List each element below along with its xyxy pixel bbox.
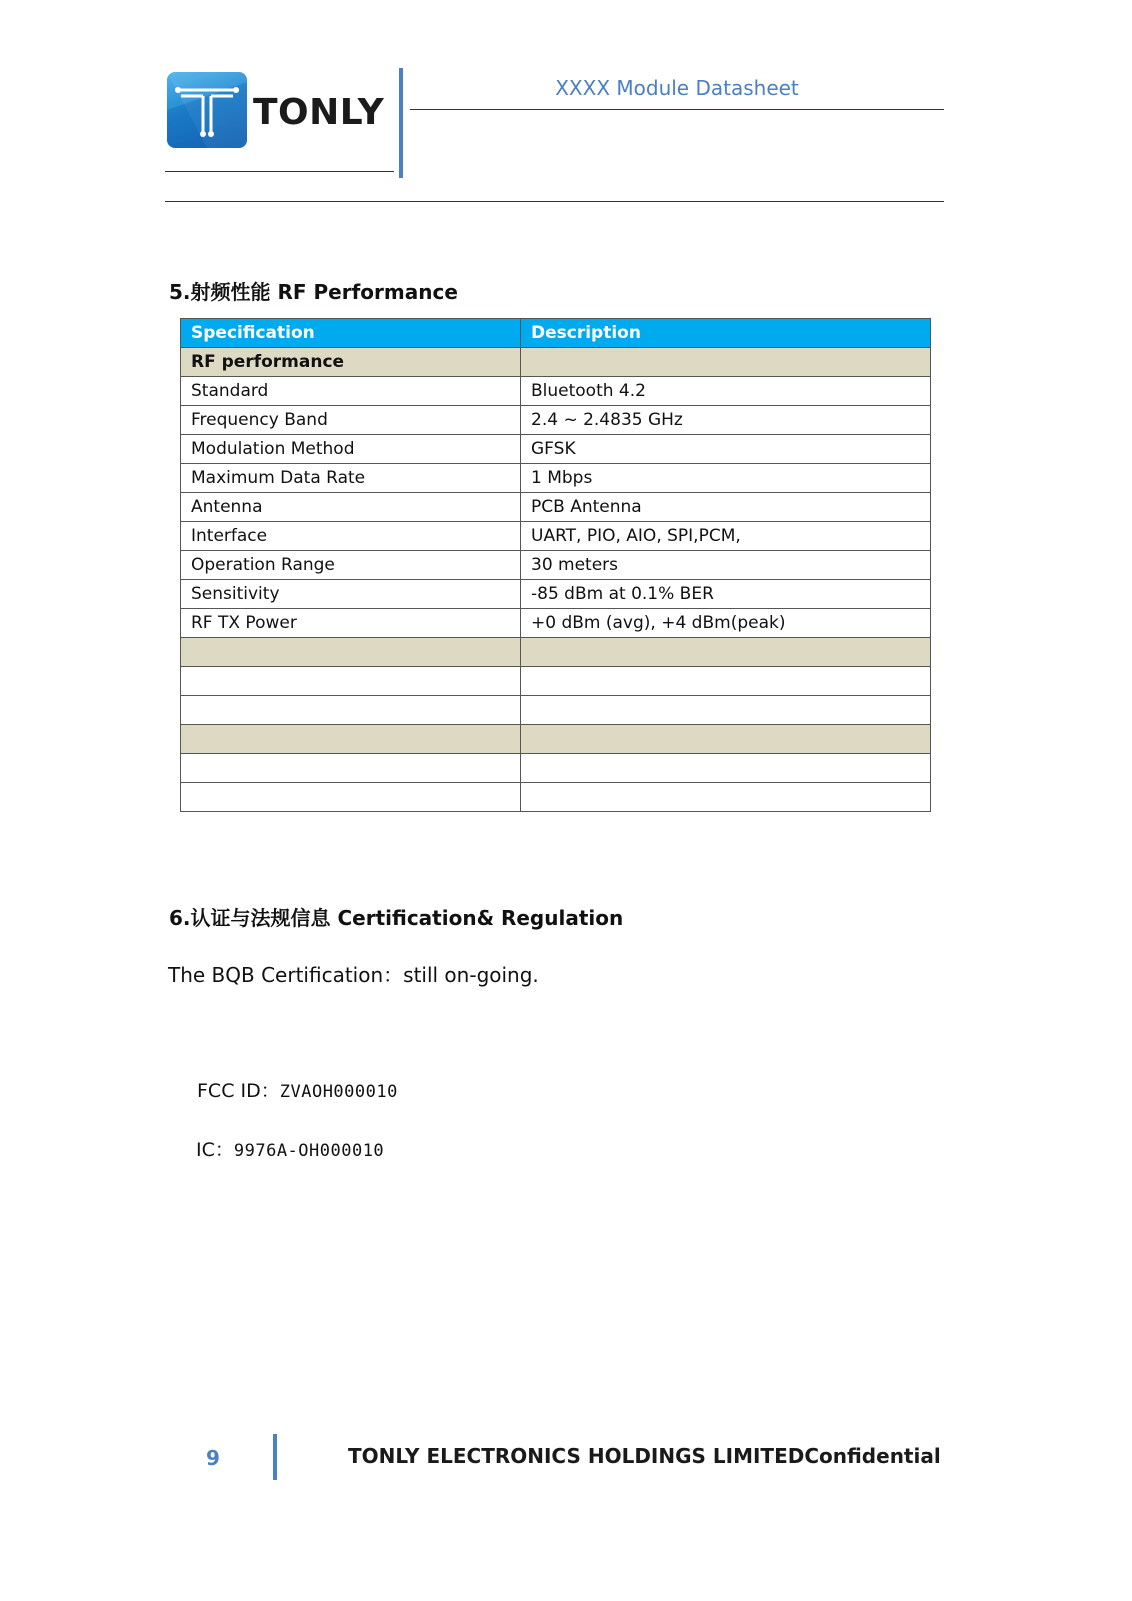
table-cell [181, 696, 521, 725]
table-cell [521, 667, 931, 696]
table-empty-row [181, 754, 931, 783]
fcc-id-value: ZVAOH000010 [279, 1082, 398, 1102]
table-cell-spec: Frequency Band [181, 406, 521, 435]
table-cell [521, 754, 931, 783]
table-row [181, 377, 931, 406]
table-cell-spec: Maximum Data Rate [181, 464, 521, 493]
table-cell-desc: UART, PIO, AIO, SPI,PCM, [521, 522, 931, 551]
table-cell-desc: PCB Antenna [521, 493, 931, 522]
table-cell [521, 696, 931, 725]
ic-label: IC： [196, 1139, 234, 1161]
table-cell [521, 783, 931, 812]
bqb-certification-text: The BQB Certification：still on-going. [168, 963, 539, 987]
table-empty-row [181, 696, 931, 725]
table-empty-row [181, 783, 931, 812]
table-row [181, 406, 931, 435]
table-cell [181, 667, 521, 696]
footer-vertical-bar [273, 1434, 277, 1480]
table-row [181, 580, 931, 609]
table-empty-row [181, 725, 931, 754]
table-row [181, 493, 931, 522]
logo-mark-icon [167, 72, 247, 148]
table-cell-desc: Bluetooth 4.2 [521, 377, 931, 406]
table-cell [521, 638, 931, 667]
fcc-id-line [197, 1076, 398, 1103]
table-empty-row [181, 638, 931, 667]
table-cell [181, 725, 521, 754]
table-cell-desc: +0 dBm (avg), +4 dBm(peak) [521, 609, 931, 638]
table-row [181, 551, 931, 580]
column-header: Description [521, 319, 931, 348]
table-row [181, 522, 931, 551]
table-row [181, 609, 931, 638]
table-header-row [181, 319, 931, 348]
header-divider [165, 171, 394, 172]
section-heading-certification: 6.认证与法规信息 Certification& Regulation [169, 906, 624, 930]
table-cell-desc: 2.4 ~ 2.4835 GHz [521, 406, 931, 435]
table-cell-desc: 30 meters [521, 551, 931, 580]
table-cell-spec: Interface [181, 522, 521, 551]
table-cell-spec: Sensitivity [181, 580, 521, 609]
table-cell [181, 783, 521, 812]
table-row [181, 464, 931, 493]
table-cell [521, 725, 931, 754]
table-cell-spec: Modulation Method [181, 435, 521, 464]
table-empty-row [181, 667, 931, 696]
table-cell-desc: 1 Mbps [521, 464, 931, 493]
fcc-id-label: FCC ID： [197, 1080, 280, 1102]
ic-line [196, 1135, 384, 1162]
table-group-row [181, 348, 931, 377]
document-title: XXXX Module Datasheet [555, 76, 799, 100]
header-divider [165, 201, 944, 202]
table-cell [181, 754, 521, 783]
page-number: 9 [206, 1446, 220, 1470]
header-vertical-bar [399, 68, 403, 178]
table-cell-spec: Antenna [181, 493, 521, 522]
footer-company: TONLY ELECTRONICS HOLDINGS LIMITED [348, 1444, 805, 1468]
tonly-logo [167, 72, 395, 148]
table-cell-spec: RF TX Power [181, 609, 521, 638]
table-cell [181, 638, 521, 667]
table-cell [521, 348, 931, 377]
group-label: RF performance [181, 348, 521, 377]
table-cell-desc: -85 dBm at 0.1% BER [521, 580, 931, 609]
column-header: Specification [181, 319, 521, 348]
ic-value: 9976A-OH000010 [233, 1141, 385, 1161]
footer-confidential: Confidential [804, 1444, 941, 1468]
header-divider [410, 109, 944, 110]
footer-text [348, 1444, 941, 1468]
section-heading-rf-performance: 5.射频性能 RF Performance [169, 280, 458, 304]
logo-wordmark: TONLY [253, 92, 385, 133]
table-cell-spec: Standard [181, 377, 521, 406]
rf-performance-table [180, 318, 931, 812]
table-row [181, 435, 931, 464]
table-cell-spec: Operation Range [181, 551, 521, 580]
table-cell-desc: GFSK [521, 435, 931, 464]
